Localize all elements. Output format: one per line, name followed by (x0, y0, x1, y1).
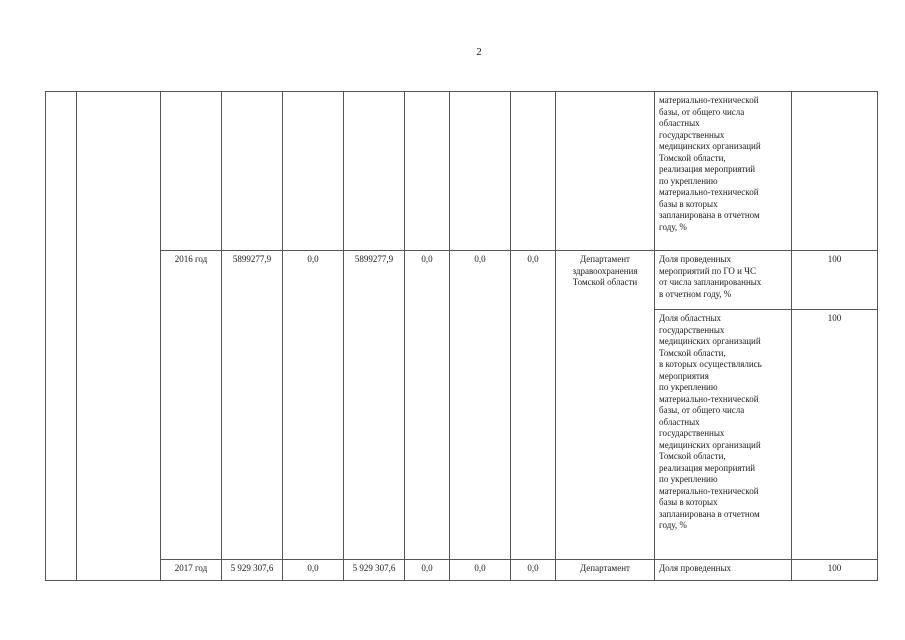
task-name-cell (77, 92, 161, 581)
local-budget-cell (405, 92, 450, 251)
number-cell (46, 92, 77, 581)
page-number: 2 (476, 46, 482, 58)
indicator-cell: Доля проведенных мероприятий по ГО и ЧС от числа запланированных в отчетном году, % (655, 251, 792, 310)
other-sources-cell: 0,0 (450, 560, 511, 581)
responsible-cell: Департамент здравоохранения Томской области (556, 251, 655, 560)
responsible-cell: Департамент (556, 560, 655, 581)
total-cell: 5 929 307,6 (222, 560, 283, 581)
value-cell: 100 (792, 310, 878, 560)
year-cell: 2017 год (161, 560, 222, 581)
indicator-cell: материально-технической базы, от общего числа областных государственных медицинских организаций Томской области, реализация мероприятий по укреплению материально-технической базы в которых запланирована в отчетном году, % (655, 92, 792, 251)
indicator-cell: Доля проведенных (655, 560, 792, 581)
local-budget-cell: 0,0 (405, 560, 450, 581)
value-cell: 100 (792, 251, 878, 310)
regional-budget-cell: 5899277,9 (344, 251, 405, 560)
value-cell (792, 92, 878, 251)
federal-budget-cell (283, 92, 344, 251)
table-row (46, 251, 878, 310)
total-cell: 5899277,9 (222, 251, 283, 560)
program-table (45, 91, 878, 581)
other-sources-cell: 0,0 (450, 251, 511, 560)
value-cell: 100 (792, 560, 878, 581)
federal-budget-cell: 0,0 (283, 251, 344, 560)
year-cell: 2016 год (161, 251, 222, 560)
extra-sources-cell: 0,0 (511, 251, 556, 560)
federal-budget-cell: 0,0 (283, 560, 344, 581)
local-budget-cell: 0,0 (405, 251, 450, 560)
year-cell (161, 92, 222, 251)
regional-budget-cell (344, 92, 405, 251)
other-sources-cell (450, 92, 511, 251)
extra-sources-cell (511, 92, 556, 251)
responsible-cell (556, 92, 655, 251)
table-row (46, 92, 878, 251)
total-cell (222, 92, 283, 251)
regional-budget-cell: 5 929 307,6 (344, 560, 405, 581)
indicator-cell: Доля областных государственных медицинских организаций Томской области, в которых осуществлялись мероприятия по укреплению материально-технической базы, от общего числа областных государственных медицинских организаций Томской области, реализация мероприятий по укреплению материально-технической базы в которых запланирована в отчетном году, % (655, 310, 792, 560)
table-row (46, 560, 878, 581)
extra-sources-cell: 0,0 (511, 560, 556, 581)
